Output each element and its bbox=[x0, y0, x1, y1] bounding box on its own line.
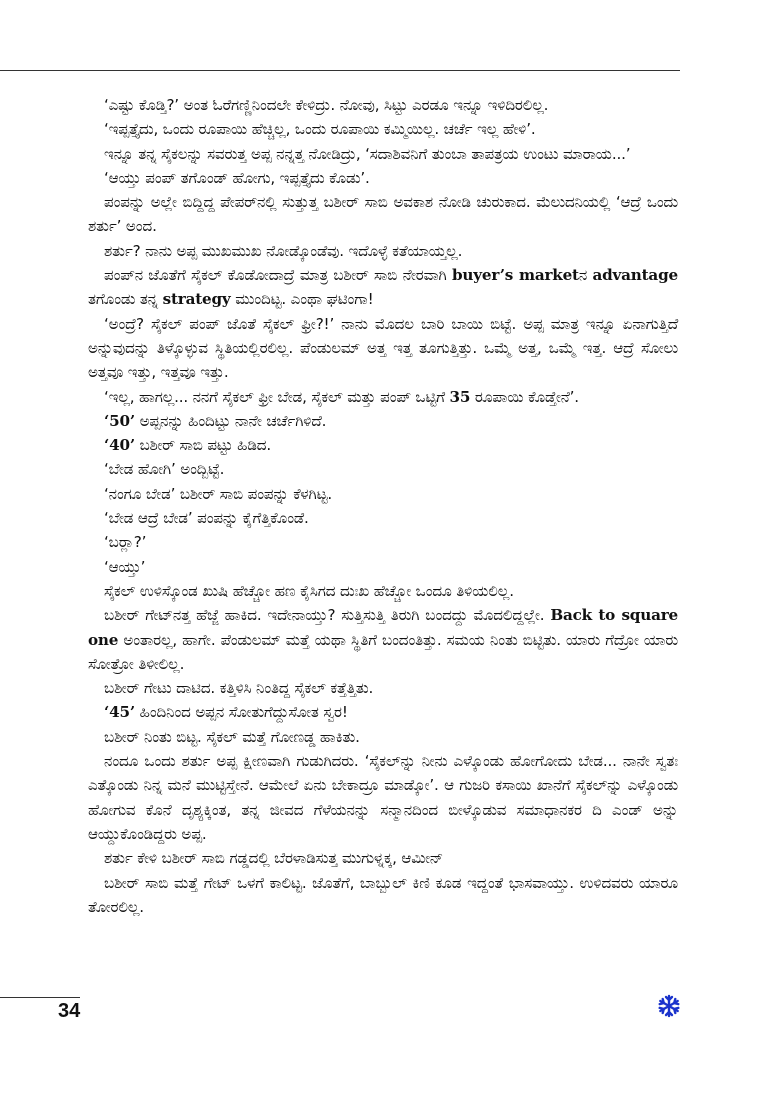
paragraph-21: ಬಶೀರ್ ನಿಂತು ಬಿಟ್ಟ. ಸೈಕಲ್ ಮತ್ತೆ ಗೋಣಡ್ಡ ಹಾಕಿತು. bbox=[104, 727, 360, 746]
paragraph-10: ‘50’ ಅಪ್ಪನನ್ನು ಹಿಂದಿಟ್ಟು ನಾನೇ ಚರ್ಚೆಗಿಳಿದೆ. bbox=[104, 411, 327, 430]
paragraph-15: ‘ಬರ್‍ಲಾ?’ bbox=[104, 533, 147, 552]
paragraph-19: ಬಶೀರ್ ಗೇಟು ದಾಟಿದ. ಕತ್ತಿಳಿಸಿ ನಿಂತಿದ್ದ ಸೈಕಲ್ ಕತ್ತೆತ್ತಿತು. bbox=[104, 679, 374, 698]
paragraph-9: ‘ಇಲ್ಲ, ಹಾಗಲ್ಲ... ನನಗೆ ಸೈಕಲ್ ಫ್ರೀ ಬೇಡ, ಸೈಕಲ್ ಮತ್ತು ಪಂಪ್ ಒಟ್ಟಿಗೆ 35 ರೂಪಾಯಿ ಕೊಡ್ತೇನೆ’. bbox=[104, 387, 579, 406]
english-term-buyers-market: buyer’s market bbox=[452, 266, 579, 285]
amount-50: ‘50’ bbox=[104, 411, 135, 430]
page-number: 34 bbox=[58, 1000, 81, 1022]
paragraph-23: ಶರ್ತು ಕೇಳಿ ಬಶೀರ್ ಸಾಬಿ ಗಡ್ಡದಲ್ಲಿ ಬೆರಳಾಡಿಸುತ್ತ ಮುಗುಳ್ನಕ್ಕ, ಆಮೀನ್ bbox=[104, 849, 444, 868]
bottom-rule bbox=[0, 997, 80, 998]
paragraph-14: ‘ಬೇಡ ಆದ್ರೆ ಬೇಡ’ ಪಂಪನ್ನು ಕೈಗೆತ್ತಿಕೊಂಡೆ. bbox=[104, 509, 309, 528]
paragraph-12: ‘ಬೇಡ ಹೋಗಿ’ ಅಂದ್ಬಿಟ್ಟೆ. bbox=[104, 460, 225, 479]
body-text bbox=[88, 93, 678, 919]
paragraph-11: ‘40’ ಬಶೀರ್ ಸಾಬಿ ಪಟ್ಟು ಹಿಡಿದ. bbox=[104, 436, 272, 455]
paragraph-24: ಬಶೀರ್ ಸಾಬಿ ಮತ್ತೆ ಗೇಟ್ ಒಳಗೆ ಕಾಲಿಟ್ಟ. ಜೊತೆಗೆ, ಬಾಬ್ಬುಲ್ ಕಿಣಿ ಕೂಡ ಇದ್ದಂತೆ ಭಾಸವಾಯ್ತು. ಉಳಿದವರು ಯಾರೂ ತೋರಲಿಲ್ಲ. bbox=[88, 873, 678, 916]
paragraph-7: ಪಂಪ್‌ನ ಜೊತೆಗೆ ಸೈಕಲ್ ಕೊಡೋದಾದ್ರೆ ಮಾತ್ರ ಬಶೀರ್ ಸಾಬಿ ನೇರವಾಗಿ buyer’s marketನ advantage ತಗೊಂಡು ತನ್ನ strategy ಮುಂದಿಟ್ಟ. ಎಂಥಾ ಘಟಿಂಗಾ! bbox=[88, 266, 678, 309]
paragraph-5: ಪಂಪನ್ನು ಅಲ್ಲೇ ಬಿದ್ದಿದ್ದ ಪೇಪರ್‌ನಲ್ಲಿ ಸುತ್ತುತ್ತ ಬಶೀರ್ ಸಾಬಿ ಅವಕಾಶ ನೋಡಿ ಚುರುಕಾದ. ಮೆಲುದನಿಯಲ್ಲಿ ‘ಆದ್ರೆ ಒಂದು ಶರ್ತು’ ಅಂದ. bbox=[88, 193, 678, 236]
paragraph-20: ‘45’ ಹಿಂದಿನಿಂದ ಅಪ್ಪನ ಸೋತುಗೆದ್ದುಸೋತ ಸ್ವರ! bbox=[104, 703, 348, 722]
amount-35: 35 bbox=[449, 387, 471, 406]
paragraph-2: ‘ಇಪ್ಪತ್ತೈದು, ಒಂದು ರೂಪಾಯಿ ಹೆಚ್ಚಿಲ್ಲ, ಒಂದು ರೂಪಾಯಿ ಕಮ್ಮಿಯಿಲ್ಲ. ಚರ್ಚೆ ಇಲ್ಲ ಹೇಳಿ’. bbox=[104, 120, 536, 139]
paragraph-3: ಇನ್ನೂ ತನ್ನ ಸೈಕಲನ್ನು ಸವರುತ್ತ ಅಪ್ಪ ನನ್ನತ್ತ ನೋಡಿದ್ರು, ‘ಸದಾಶಿವನಿಗೆ ತುಂಬಾ ತಾಪತ್ರಯ ಉಂಟು ಮಾರಾಯ...’ bbox=[104, 144, 631, 163]
english-phrase-back-to-square-one: Back to square one bbox=[88, 606, 678, 649]
english-term-advantage: advantage bbox=[592, 266, 678, 285]
top-rule bbox=[0, 70, 680, 71]
amount-40: ‘40’ bbox=[104, 436, 135, 455]
paragraph-8: ‘ಅಂದ್ರೆ? ಸೈಕಲ್ ಪಂಪ್ ಜೊತೆ ಸೈಕಲ್ ಫ್ರೀ?!’ ನಾನು ಮೊದಲ ಬಾರಿ ಬಾಯಿ ಬಿಟ್ಟೆ. ಅಪ್ಪ ಮಾತ್ರ ಇನ್ನೂ ಏನಾಗುತ್ತಿದೆ ಅನ್ನುವುದನ್ನು ತಿಳ್ಕೊಳ್ಳುವ ಸ್ಥಿತಿಯಲ್ಲಿರಲಿಲ್ಲ. ಪೆಂಡುಲಮ್ ಅತ್ತ ಇತ್ತ ತೂಗುತ್ತಿತ್ತು. ಒಮ್ಮೆ ಅತ್ತ, ಒಮ್ಮೆ ಇತ್ತ. ಆದ್ರೆ ಸೋಲು ಅತ್ತವೂ ಇತ್ತು, ಇತ್ತವೂ ಇತ್ತು. bbox=[88, 314, 678, 382]
paragraph-16: ‘ಆಯ್ತು’ bbox=[104, 557, 146, 576]
paragraph-17: ಸೈಕಲ್ ಉಳಿಸ್ಕೊಂಡ ಖುಷಿ ಹೆಚ್ಚೋ ಹಣ ಕೈಸಿಗದ ದುಃಖ ಹೆಚ್ಚೋ ಒಂದೂ ತಿಳಿಯಲಿಲ್ಲ. bbox=[104, 581, 514, 600]
paragraph-1: ‘ಎಷ್ಟು ಕೊಡ್ತಿ?’ ಅಂತ ಓರೆಗಣ್ಣಿನಿಂದಲೇ ಕೇಳಿದ್ರು. ನೋವು, ಸಿಟ್ಟು ಎರಡೂ ಇನ್ನೂ ಇಳಿದಿರಲಿಲ್ಲ. bbox=[104, 96, 549, 114]
paragraph-6: ಶರ್ತು? ನಾನು ಅಪ್ಪ ಮುಖಮುಖ ನೋಡ್ಕೊಂಡೆವು. ಇದೊಳ್ಳೆ ಕತೆಯಾಯ್ತಲ್ಲ. bbox=[104, 241, 463, 260]
english-term-strategy: strategy bbox=[162, 290, 231, 309]
paragraph-13: ‘ನಂಗೂ ಬೇಡ’ ಬಶೀರ್ ಸಾಬಿ ಪಂಪನ್ನು ಕೆಳಗಿಟ್ಟ. bbox=[104, 484, 333, 503]
paragraph-22: ನಂದೂ ಒಂದು ಶರ್ತು ಅಪ್ಪ ಕ್ಷೀಣವಾಗಿ ಗುಡುಗಿದರು. ‘ಸೈಕಲ್‌ನ್ನು ನೀನು ಎಳ್ಕೊಂಡು ಹೋಗೋದು ಬೇಡ... ನಾನೇ ಸ್ವತಃ ಎತ್ಕೊಂಡು ನಿನ್ನ ಮನೆ ಮುಟ್ಟಿಸ್ತೇನೆ. ಆಮೇಲೆ ಏನು ಬೇಕಾದ್ರೂ ಮಾಡ್ಕೋ’. ಆ ಗುಜರಿ ಕಸಾಯಿ ಖಾನೆಗೆ ಸೈಕಲ್‌ನ್ನು ಎಳ್ಕೊಂಡು ಹೋಗುವ ಕೊನೆ ದೃಶ್ಯಕ್ಕಿಂತ, ತನ್ನ ಜೀವದ ಗೆಳೆಯನನ್ನು ಸನ್ಮಾನದಿಂದ ಬೀಳ್ಕೊಡುವ ಸಮಾಧಾನಕರ ದಿ ಎಂಡ್ ಅನ್ನು ಆಯ್ದುಕೊಂಡಿದ್ದರು ಅಪ್ಪ. bbox=[88, 752, 678, 843]
paragraph-4: ‘ಆಯ್ತು ಪಂಪ್ ತಗೊಂಡ್ ಹೋಗು, ಇಪ್ಪತ್ತೈದು ಕೊಡು’. bbox=[104, 168, 370, 187]
paragraph-18: ಬಶೀರ್ ಗೇಟ್‌ನತ್ತ ಹೆಜ್ಜೆ ಹಾಕಿದ. ಇದೇನಾಯ್ತು? ಸುತ್ತಿಸುತ್ತಿ ತಿರುಗಿ ಬಂದದ್ದು ಮೊದಲಿದ್ದಲ್ಲೇ. Back to square one ಅಂತಾರಲ್ಲ, ಹಾಗೇ. ಪೆಂಡುಲಮ್ ಮತ್ತೆ ಯಥಾ ಸ್ಥಿತಿಗೆ ಬಂದಂತಿತ್ತು. ಸಮಯ ನಿಂತು ಬಿಟ್ಟಿತು. ಯಾರು ಗೆದ್ರೋ ಯಾರು ಸೋತ್ರೋ ತಿಳೀಲಿಲ್ಲ. bbox=[88, 606, 678, 673]
snowflake-icon bbox=[657, 994, 681, 1018]
amount-45: ‘45’ bbox=[104, 703, 135, 722]
